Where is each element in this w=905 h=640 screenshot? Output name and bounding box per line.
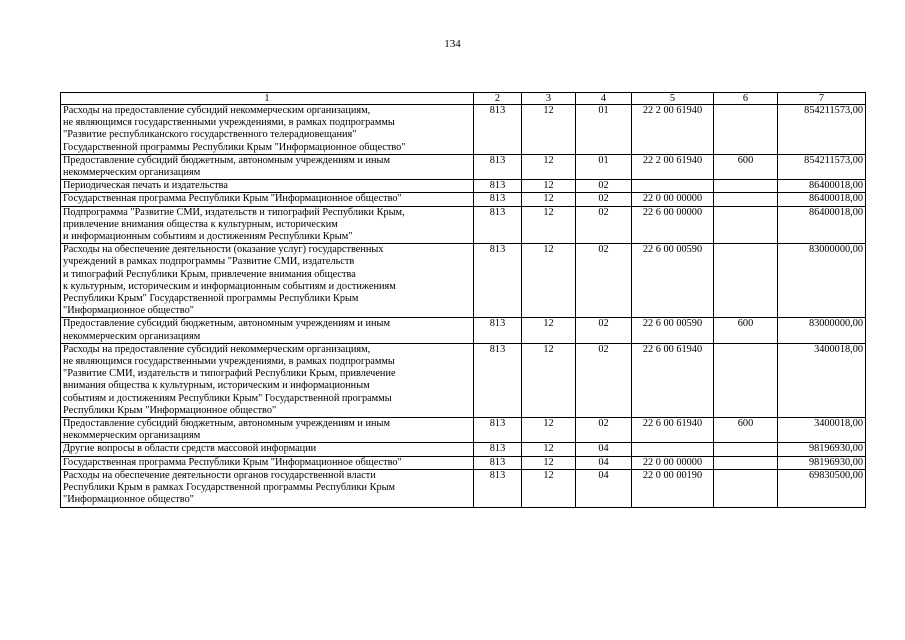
- row-vr: [714, 193, 778, 206]
- table-row: [61, 456, 866, 469]
- row-amount: 3400018,00: [778, 343, 866, 417]
- row-amount: 3400018,00: [778, 418, 866, 443]
- row-name: Периодическая печать и издательства: [61, 180, 474, 193]
- row-csr: 22 6 00 61940: [632, 418, 714, 443]
- row-ved: 813: [474, 105, 522, 155]
- table-row: [61, 443, 866, 456]
- table-row: [61, 105, 866, 155]
- row-rz: 12: [522, 180, 576, 193]
- row-vr: [714, 456, 778, 469]
- table-row: [61, 206, 866, 244]
- row-name: Предоставление субсидий бюджетным, автономным учреждениям и иным некоммерческим организациям: [61, 318, 474, 343]
- row-pr: 04: [576, 443, 632, 456]
- row-vr: [714, 469, 778, 507]
- row-pr: 02: [576, 318, 632, 343]
- row-rz: 12: [522, 343, 576, 417]
- row-ved: 813: [474, 443, 522, 456]
- row-amount: 86400018,00: [778, 206, 866, 244]
- row-vr: [714, 206, 778, 244]
- table-row: [61, 469, 866, 507]
- row-pr: 02: [576, 193, 632, 206]
- row-amount: 98196930,00: [778, 443, 866, 456]
- row-rz: 12: [522, 244, 576, 318]
- row-rz: 12: [522, 418, 576, 443]
- page-number: 134: [444, 38, 461, 50]
- column-header-2: 2: [474, 93, 522, 105]
- row-ved: 813: [474, 456, 522, 469]
- row-csr: 22 0 00 00190: [632, 469, 714, 507]
- row-ved: 813: [474, 418, 522, 443]
- row-name: Предоставление субсидий бюджетным, автономным учреждениям и иным некоммерческим организациям: [61, 154, 474, 179]
- row-pr: 01: [576, 105, 632, 155]
- row-rz: 12: [522, 456, 576, 469]
- row-pr: 01: [576, 154, 632, 179]
- budget-table: [60, 92, 866, 508]
- row-pr: 04: [576, 456, 632, 469]
- row-csr: 22 6 00 00590: [632, 244, 714, 318]
- row-rz: 12: [522, 206, 576, 244]
- row-ved: 813: [474, 244, 522, 318]
- table-row: [61, 193, 866, 206]
- row-name: Расходы на предоставление субсидий некоммерческим организациям, не являющимся государственными учреждениями, в рамках подпрограммы "Развитие СМИ, издательств и типографий Республики Крым, привлечение внимания общества к культурным, историческим и информационным событиям и достижениям Республики Крым" Государственной программы Республики Крым "Информационное общество": [61, 343, 474, 417]
- row-pr: 02: [576, 343, 632, 417]
- row-ved: 813: [474, 180, 522, 193]
- row-amount: 98196930,00: [778, 456, 866, 469]
- row-pr: 02: [576, 418, 632, 443]
- column-header-6: 6: [714, 93, 778, 105]
- row-ved: 813: [474, 318, 522, 343]
- table-row: [61, 154, 866, 179]
- row-amount: 86400018,00: [778, 180, 866, 193]
- row-name: Государственная программа Республики Крым "Информационное общество": [61, 193, 474, 206]
- row-ved: 813: [474, 206, 522, 244]
- column-header-4: 4: [576, 93, 632, 105]
- row-name: Расходы на обеспечение деятельности органов государственной власти Республики Крым в рамках Государственной программы Республики Крым "Информационное общество": [61, 469, 474, 507]
- row-vr: [714, 180, 778, 193]
- row-csr: 22 2 00 61940: [632, 105, 714, 155]
- row-rz: 12: [522, 193, 576, 206]
- row-csr: [632, 443, 714, 456]
- row-pr: 02: [576, 180, 632, 193]
- row-ved: 813: [474, 343, 522, 417]
- table-header-row: [61, 93, 866, 105]
- row-name: Предоставление субсидий бюджетным, автономным учреждениям и иным некоммерческим организациям: [61, 418, 474, 443]
- column-header-5: 5: [632, 93, 714, 105]
- row-name: Другие вопросы в области средств массовой информации: [61, 443, 474, 456]
- table-row: [61, 318, 866, 343]
- row-amount: 69830500,00: [778, 469, 866, 507]
- row-ved: 813: [474, 154, 522, 179]
- row-vr: 600: [714, 418, 778, 443]
- row-name: Государственная программа Республики Крым "Информационное общество": [61, 456, 474, 469]
- row-amount: 83000000,00: [778, 318, 866, 343]
- row-amount: 854211573,00: [778, 154, 866, 179]
- row-ved: 813: [474, 193, 522, 206]
- table-row: [61, 180, 866, 193]
- row-name: Расходы на предоставление субсидий некоммерческим организациям, не являющимся государственными учреждениями, в рамках подпрограммы "Развитие республиканского государственного телерадиовещания" Государственной программы Республики Крым "Информационное общество": [61, 105, 474, 155]
- row-name: Расходы на обеспечение деятельности (оказание услуг) государственных учреждений в рамках подпрограммы "Развитие СМИ, издательств и типографий Республики Крым, привлечение внимания общества к культурным, историческим и информационным событиям и достижениям Республики Крым" Государственной программы Республики Крым "Информационное общество": [61, 244, 474, 318]
- row-ved: 813: [474, 469, 522, 507]
- row-rz: 12: [522, 469, 576, 507]
- row-vr: 600: [714, 154, 778, 179]
- row-csr: 22 6 00 00000: [632, 206, 714, 244]
- row-vr: [714, 343, 778, 417]
- row-csr: 22 2 00 61940: [632, 154, 714, 179]
- row-csr: 22 0 00 00000: [632, 193, 714, 206]
- row-vr: [714, 105, 778, 155]
- row-rz: 12: [522, 443, 576, 456]
- row-csr: 22 0 00 00000: [632, 456, 714, 469]
- row-rz: 12: [522, 105, 576, 155]
- column-header-3: 3: [522, 93, 576, 105]
- row-rz: 12: [522, 154, 576, 179]
- table-row: [61, 244, 866, 318]
- row-vr: [714, 244, 778, 318]
- table-row: [61, 343, 866, 417]
- column-header-1: 1: [61, 93, 474, 105]
- row-pr: 04: [576, 469, 632, 507]
- row-rz: 12: [522, 318, 576, 343]
- row-csr: [632, 180, 714, 193]
- row-name: Подпрограмма "Развитие СМИ, издательств и типографий Республики Крым, привлечение внимания общества к культурным, историческим и информационным событиям и достижениям Республики Крым": [61, 206, 474, 244]
- row-vr: [714, 443, 778, 456]
- row-pr: 02: [576, 206, 632, 244]
- row-csr: 22 6 00 00590: [632, 318, 714, 343]
- row-amount: 86400018,00: [778, 193, 866, 206]
- row-pr: 02: [576, 244, 632, 318]
- table-row: [61, 418, 866, 443]
- row-vr: 600: [714, 318, 778, 343]
- row-amount: 83000000,00: [778, 244, 866, 318]
- row-csr: 22 6 00 61940: [632, 343, 714, 417]
- row-amount: 854211573,00: [778, 105, 866, 155]
- column-header-7: 7: [778, 93, 866, 105]
